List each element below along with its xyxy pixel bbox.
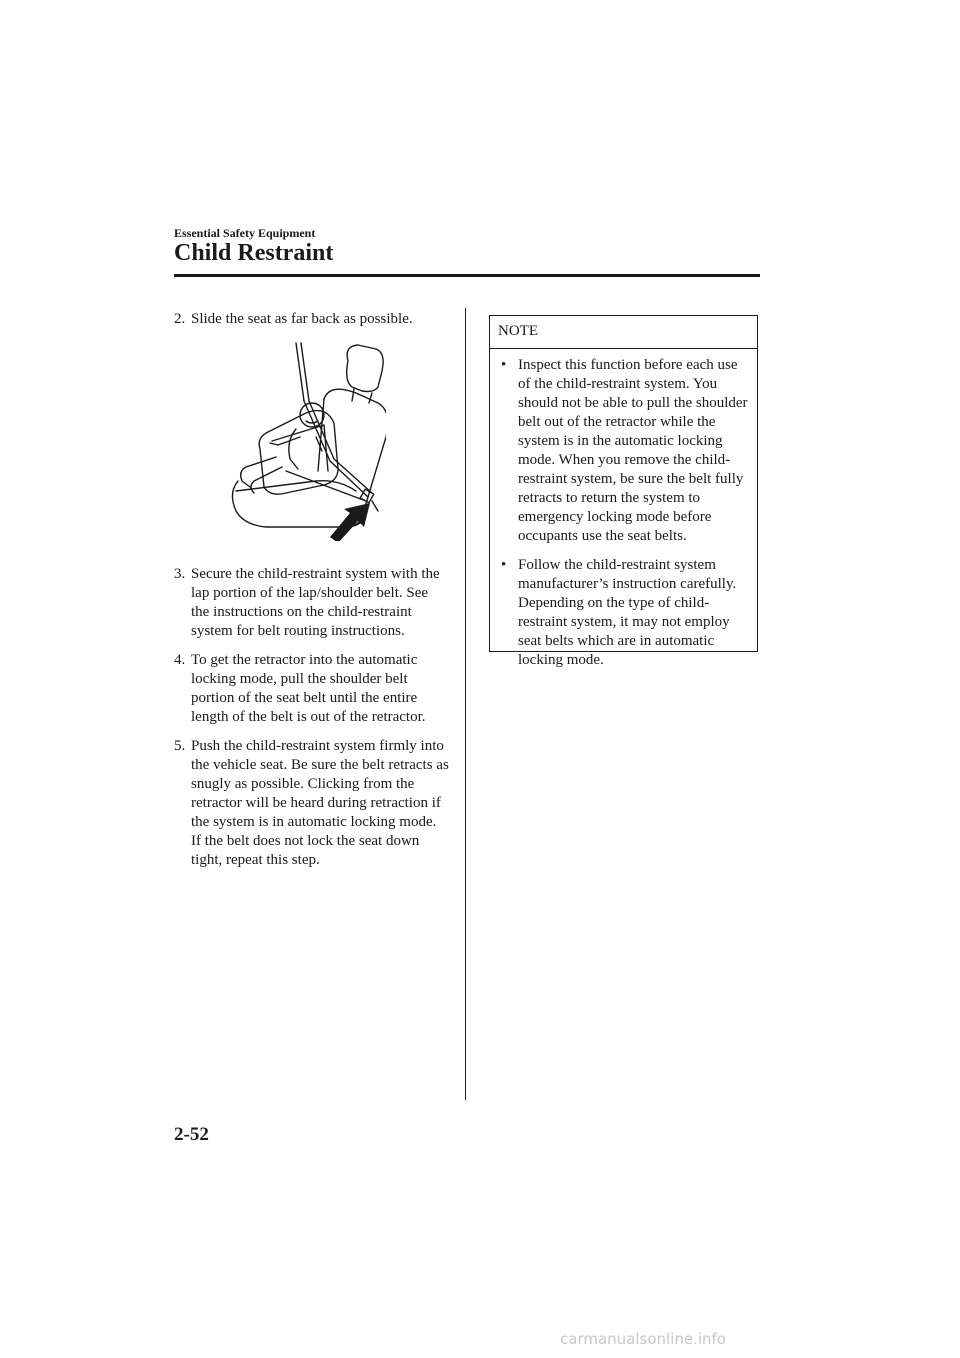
page-title: Child Restraint (174, 240, 334, 266)
note-text: Inspect this function before each use of the child-restraint system. You should not be able to pull the shoulder belt out of the retractor while the system is in the automatic locking mode. When you remove the child-restraint system, be sure the belt fully retracts to return the system to emergency locking mode before occupants use the seat belts. (518, 357, 748, 544)
title-rule (174, 274, 760, 277)
child-seat-illustration (226, 341, 386, 541)
step-text: Push the child-restraint system firmly into the vehicle seat. Be sure the belt retracts as snugly as possible. Clicking from the retractor will be heard during retraction if the system is in automatic locking mode. If the belt does not lock the seat down tight, repeat this step. (191, 738, 449, 868)
step-text: To get the retractor into the automatic locking mode, pull the shoulder belt portion of the seat belt until the entire length of the belt is out of the retractor. (191, 652, 426, 725)
note-body (490, 349, 757, 670)
step-item (174, 737, 449, 870)
watermark: carmanualsonline.info (560, 1330, 726, 1348)
step-text: Slide the seat as far back as possible. (191, 311, 413, 327)
page-number: 2-52 (174, 1124, 209, 1145)
steps-column (174, 310, 449, 880)
step-text: Secure the child-restraint system with the lap portion of the lap/shoulder belt. See the instructions on the child-restraint system for belt routing instructions. (191, 566, 440, 639)
step-number: 5. (174, 738, 186, 754)
bullet-icon: • (501, 557, 507, 573)
note-text: Follow the child-restraint system manufacturer’s instruction carefully. Depending on the type of child-restraint system, it may not employ seat belts which are in automatic locking mode. (518, 557, 737, 668)
note-box (489, 315, 758, 668)
step-number: 3. (174, 566, 186, 582)
note-item (501, 556, 749, 670)
step-item (174, 651, 449, 727)
step-item (174, 565, 449, 641)
step-number: 4. (174, 652, 186, 668)
bullet-icon: • (501, 357, 507, 373)
section-label: Essential Safety Equipment (174, 226, 316, 240)
step-number: 2. (174, 311, 186, 327)
column-divider (465, 308, 466, 1100)
note-heading: NOTE (490, 316, 757, 349)
step-item (174, 310, 449, 329)
note-item (501, 356, 749, 546)
